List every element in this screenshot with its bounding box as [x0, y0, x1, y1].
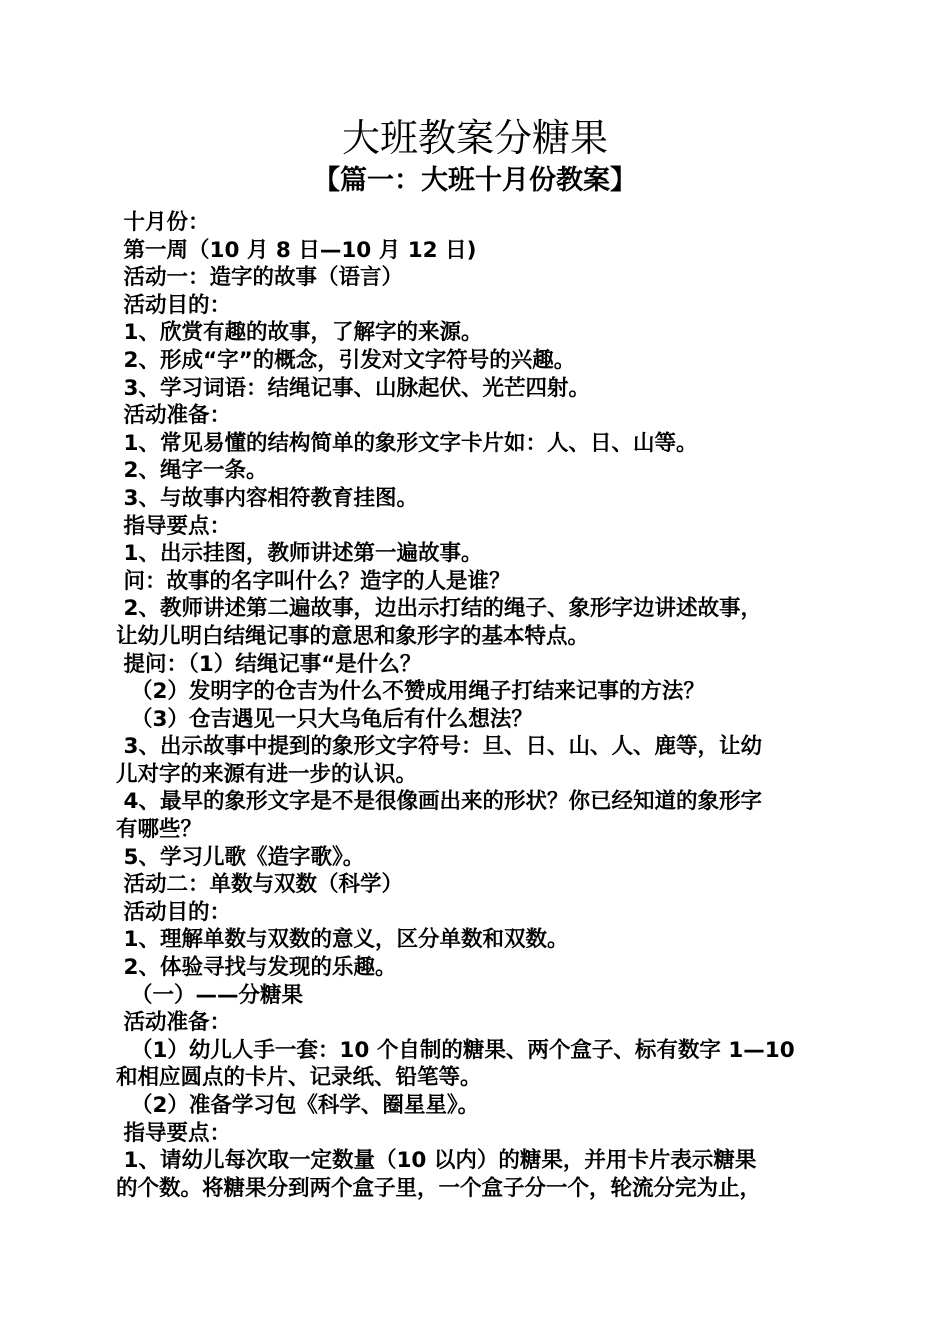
text-line: 和相应圆点的卡片、记录纸、铅笔等。	[116, 1065, 482, 1091]
text-line: 的个数。将糖果分到两个盒子里，一个盒子分一个，轮流分完为止，	[116, 1175, 762, 1201]
text-line: 3、与故事内容相符教育挂图。	[116, 485, 418, 511]
text-line: 1、请幼儿每次取一定数量（10 以内）的糖果，并用卡片表示糖果	[116, 1148, 757, 1174]
text-line: 活动目的：	[116, 292, 231, 318]
text-line: 活动一：造字的故事（语言）	[116, 265, 403, 291]
text-line: 2、体验寻找与发现的乐趣。	[116, 955, 397, 981]
text-line: 3、学习词语：结绳记事、山脉起伏、光芒四射。	[116, 375, 590, 401]
text-line: 活动准备：	[116, 403, 231, 429]
text-line: 5、学习儿歌《造字歌》。	[116, 844, 365, 870]
text-line: 提问：（1）结绳记事“是什么？	[116, 651, 422, 677]
text-line: （3）仓吉遇见一只大乌龟后有什么想法？	[116, 706, 533, 732]
text-line: 1、理解单数与双数的意义，区分单数和双数。	[116, 927, 569, 953]
text-line: 让幼儿明白结绳记事的意思和象形字的基本特点。	[116, 623, 590, 649]
text-line: 1、常见易懂的结构简单的象形文字卡片如：人、日、山等。	[116, 430, 698, 456]
text-line: （2）发明字的仓吉为什么不赞成用绳子打结来记事的方法？	[116, 679, 705, 705]
text-line: （2）准备学习包《科学、圈星星》。	[116, 1093, 480, 1118]
text-line: 活动目的：	[116, 899, 231, 925]
text-line: 4、最早的象形文字是不是很像画出来的形状？你已经知道的象形字	[116, 789, 762, 815]
text-line: 2、教师讲述第二遍故事，边出示打结的绳子、象形字边讲述故事，	[116, 596, 762, 622]
text-line: 十月份：	[116, 210, 210, 235]
document-body	[116, 209, 838, 1202]
text-line: 2、形成“字”的概念，引发对文字符号的兴趣。	[116, 347, 576, 373]
text-line: 活动准备：	[116, 1010, 231, 1036]
text-line: 1、欣赏有趣的故事，了解字的来源。	[116, 320, 483, 346]
text-line: 3、出示故事中提到的象形文字符号：旦、日、山、人、鹿等，让幼	[116, 734, 762, 760]
text-line: 2、绳字一条。	[116, 458, 268, 484]
text-line: 指导要点：	[116, 1120, 231, 1146]
text-line: 问：故事的名字叫什么？造字的人是谁？	[116, 568, 511, 594]
page-title: 大班教案分糖果	[341, 116, 608, 160]
text-line: 指导要点：	[116, 513, 231, 539]
text-line: 1、出示挂图，教师讲述第一遍故事。	[116, 541, 483, 567]
text-line: 有哪些？	[116, 817, 203, 843]
text-line: 活动二：单数与双数（科学）	[116, 872, 403, 898]
text-line: 儿对字的来源有进一步的认识。	[116, 761, 418, 787]
text-line: （一）——分糖果	[116, 982, 303, 1008]
text-line: 第一周（10 月 8 日—10 月 12 日)	[116, 237, 477, 263]
page-subtitle: 【篇一：大班十月份教案】	[313, 165, 637, 196]
text-line: （1）幼儿人手一套：10 个自制的糖果、两个盒子、标有数字 1—10	[116, 1037, 795, 1063]
